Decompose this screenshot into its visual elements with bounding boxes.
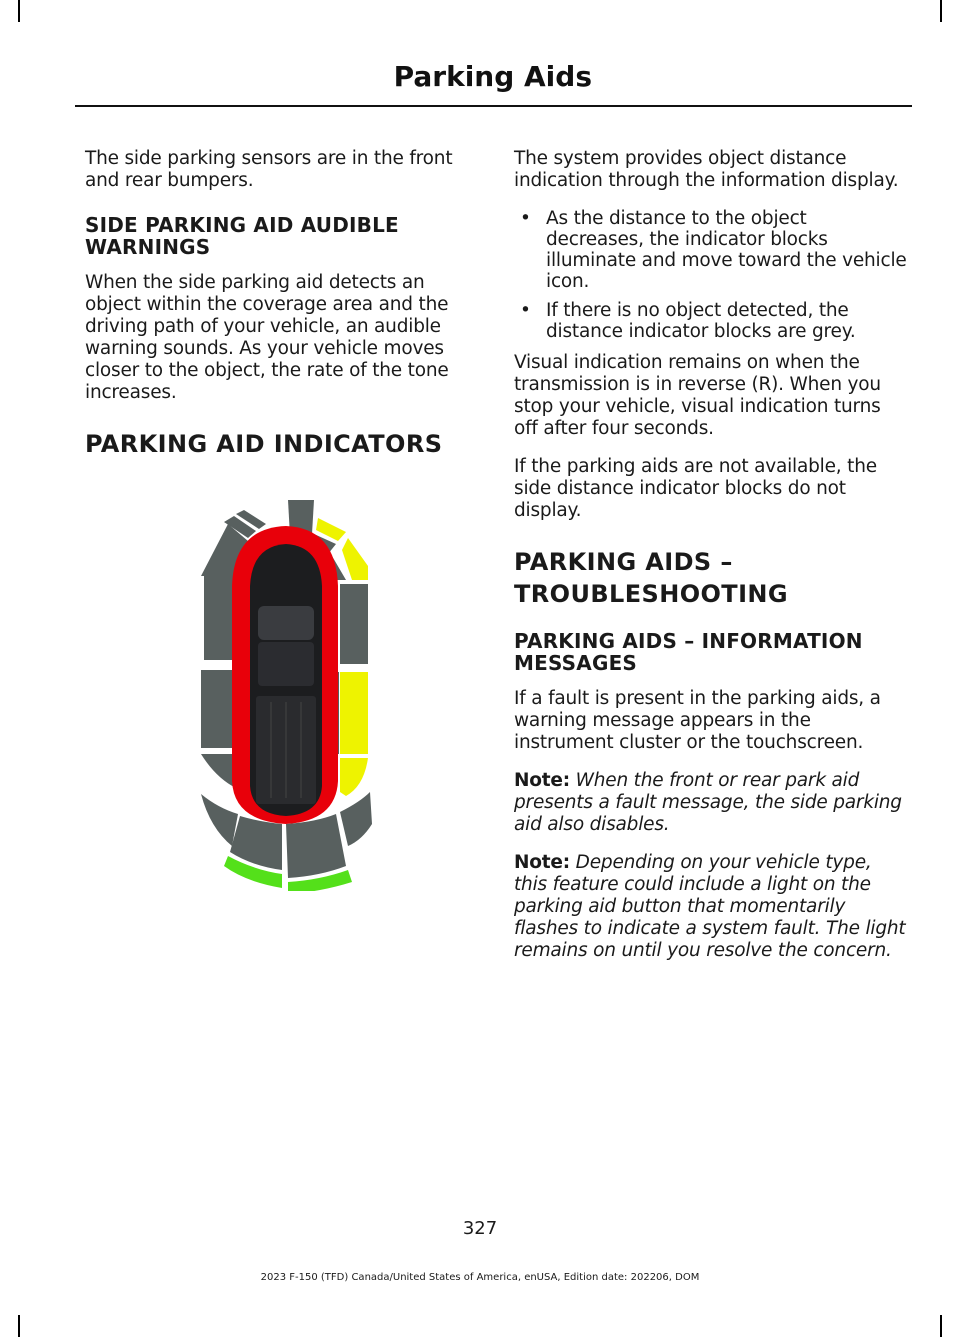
fault-paragraph: If a fault is present in the parking aids, a warning message appears in the instrument cluster or the touchscreen.	[514, 688, 881, 753]
rear-block-left-outer	[201, 794, 238, 846]
side-block-right-yellow	[340, 672, 368, 754]
section-heading-information-messages: PARKING AIDS – INFORMATION MESSAGES	[514, 629, 863, 675]
section-heading-troubleshooting-line2: TROUBLESHOOTING	[514, 580, 788, 608]
crop-mark-bottom-right	[940, 1315, 942, 1337]
display-indication-paragraph: The system provides object distance indication through the information display.	[514, 148, 899, 191]
bullet-marker: •	[520, 208, 531, 229]
crop-mark-top-right	[940, 0, 942, 22]
rear-block-center	[286, 814, 346, 878]
note-fault-light: Note: Depending on your vehicle type, this feature could include a light on the parking aid button that momentarily flashes to indicate a system fault. The light remains on until you resolve the concern.	[514, 852, 906, 961]
truck-cab-roof	[258, 642, 314, 686]
side-block-right-front	[340, 584, 368, 664]
note-fault-message: Note: When the front or rear park aid presents a fault message, the side parking aid also disables.	[514, 770, 902, 835]
section-heading-troubleshooting: PARKING AIDS –	[514, 548, 733, 576]
side-block-right-corner-yellow	[340, 758, 368, 796]
list-item: • As the distance to the object decreases, the indicator blocks illuminate and move toward the vehicle icon.	[520, 208, 907, 292]
section-heading-parking-aid-indicators: PARKING AID INDICATORS	[85, 430, 443, 458]
list-item: • If there is no object detected, the distance indicator blocks are grey.	[520, 300, 856, 342]
truck-windshield	[258, 606, 314, 640]
audible-warnings-paragraph: When the side parking aid detects an object within the coverage area and the driving path of your vehicle, an audible warning sounds. As your vehicle moves closer to the object, the rate of the tone increases.	[85, 272, 449, 403]
footer-edition-info: 2023 F-150 (TFD) Canada/United States of America, enUSA, Edition date: 202206, DOM	[260, 1272, 700, 1283]
parking-aid-indicator-illustration	[196, 496, 376, 891]
right-column	[514, 148, 909, 978]
visual-indication-paragraph: Visual indication remains on when the transmission is in reverse (R). When you stop your vehicle, visual indication turns off after four seconds.	[514, 352, 881, 439]
side-block-left-corner	[201, 754, 236, 788]
section-heading-audible-warnings: SIDE PARKING AID AUDIBLE WARNINGS	[85, 213, 399, 259]
bullet-marker: •	[520, 300, 531, 321]
side-block-left-rear	[201, 670, 235, 748]
not-available-paragraph: If the parking aids are not available, the side distance indicator blocks do not display.	[514, 456, 877, 521]
left-column	[85, 148, 460, 476]
side-block-left-front	[204, 574, 236, 660]
header-divider	[75, 105, 912, 107]
intro-paragraph: The side parking sensors are in the front and rear bumpers.	[85, 148, 453, 191]
rear-block-right-outer	[340, 792, 372, 846]
indicator-bullet-list	[514, 208, 909, 342]
page-number: 327	[462, 1218, 498, 1239]
crop-mark-top-left	[18, 0, 20, 22]
front-block-right-yellow-far	[342, 538, 368, 580]
crop-mark-bottom-left	[18, 1315, 20, 1337]
page-title: Parking Aids	[393, 60, 592, 93]
